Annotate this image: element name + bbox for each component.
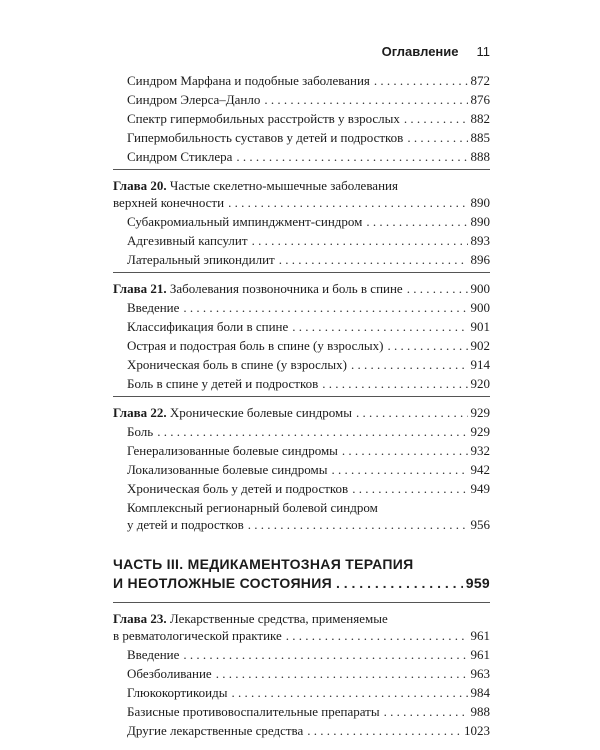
toc-entry-drugs-introduction[interactable] [113, 646, 490, 663]
dot-leader [356, 404, 468, 421]
chapter-title: Заболевания позвоночника и боль в спине [169, 281, 403, 296]
toc-entry-page: 942 [470, 462, 490, 477]
dot-leader [307, 722, 461, 739]
dot-leader [236, 148, 467, 165]
toc-entry-page: 932 [470, 443, 490, 458]
toc-entry-label: Обезболивание [127, 666, 212, 681]
toc-entry-label: Острая и подострая боль в спине (у взрослых) [127, 338, 384, 353]
toc-entry-label: Хроническая боль в спине (у взрослых) [127, 357, 347, 372]
toc-entry-generalized-pain[interactable] [113, 442, 490, 459]
toc-entry-page: 888 [470, 149, 490, 164]
chapter-title: Хронические болевые синдромы [169, 405, 352, 420]
toc-entry-lateral-epicondylitis[interactable] [113, 251, 490, 268]
toc-entry-acute-back-pain[interactable] [113, 337, 490, 354]
chapter-title-line2: верхней конечности [113, 195, 225, 210]
toc-entry-pain[interactable] [113, 423, 490, 440]
toc-entry-page: 961 [470, 647, 490, 662]
dot-leader [332, 461, 468, 478]
toc-entry-label-line2: у детей и подростков [127, 517, 244, 532]
toc-entry-page: 896 [470, 252, 490, 267]
dot-leader [228, 194, 467, 211]
dot-leader [216, 665, 468, 682]
toc-entry-complex-regional-pain[interactable] [113, 499, 490, 533]
running-header-page-number: 11 [476, 44, 490, 59]
toc-entry-label: Генерализованные болевые синдромы [127, 443, 338, 458]
part-title-line1: ЧАСТЬ III. МЕДИКАМЕНТОЗНАЯ ТЕРАПИЯ [113, 556, 414, 572]
toc-entry-subacromial-impingement[interactable] [113, 213, 490, 230]
toc-entry-glucocorticoids[interactable] [113, 684, 490, 701]
toc-chapter-21[interactable] [113, 280, 490, 297]
dot-leader [248, 516, 468, 533]
toc-entry-introduction[interactable] [113, 299, 490, 316]
toc-chapter-20[interactable] [113, 177, 490, 211]
toc-entry-hypermobility-spectrum[interactable] [113, 110, 490, 127]
toc-entry-page: 882 [470, 111, 490, 126]
table-of-contents [113, 72, 490, 741]
toc-entry-joint-hypermobility-children[interactable] [113, 129, 490, 146]
dot-leader [286, 627, 468, 644]
dot-leader [231, 684, 467, 701]
dot-leader [352, 480, 467, 497]
toc-entry-label: Другие лекарственные средства [127, 723, 304, 738]
chapter-number: Глава 23. [113, 611, 167, 626]
toc-entry-chronic-back-pain[interactable] [113, 356, 490, 373]
dot-leader [342, 442, 468, 459]
toc-entry-page: 929 [470, 405, 490, 420]
dot-leader [157, 423, 467, 440]
toc-entry-label: Введение [127, 647, 180, 662]
toc-entry-page: 984 [470, 685, 490, 700]
toc-entry-page: 988 [470, 704, 490, 719]
section-divider [113, 602, 490, 603]
toc-chapter-22[interactable] [113, 404, 490, 421]
toc-entry-back-pain-children[interactable] [113, 375, 490, 392]
toc-entry-label: Субакромиальный импинджмент-синдром [127, 214, 363, 229]
dot-leader [388, 337, 468, 354]
toc-entry-label: Локализованные болевые синдромы [127, 462, 328, 477]
toc-entry-page: 872 [470, 73, 490, 88]
dot-leader [407, 280, 468, 297]
chapter-title-line1: Частые скелетно-мышечные заболевания [169, 178, 398, 193]
toc-entry-label: Спектр гипермобильных расстройств у взрослых [127, 111, 400, 126]
toc-entry-back-pain-classification[interactable] [113, 318, 490, 335]
toc-entry-dmards[interactable] [113, 703, 490, 720]
toc-entry-marfan[interactable] [113, 72, 490, 89]
dot-leader [404, 110, 468, 127]
toc-entry-label: Латеральный эпикондилит [127, 252, 275, 267]
toc-entry-analgesia[interactable] [113, 665, 490, 682]
section-divider [113, 169, 490, 170]
chapter-title-line1: Лекарственные средства, применяемые [169, 611, 388, 626]
toc-entry-stickler[interactable] [113, 148, 490, 165]
dot-leader [252, 232, 468, 249]
toc-entry-page: 900 [470, 281, 490, 296]
toc-entry-page: 914 [470, 357, 490, 372]
toc-entry-page: 949 [470, 481, 490, 496]
toc-entry-label: Синдром Стиклера [127, 149, 233, 164]
toc-entry-label: Адгезивный капсулит [127, 233, 248, 248]
toc-entry-page: 890 [470, 195, 490, 210]
section-divider [113, 396, 490, 397]
dot-leader [384, 703, 468, 720]
dot-leader [183, 299, 467, 316]
chapter-number: Глава 22. [113, 405, 167, 420]
dot-leader [407, 129, 467, 146]
dot-leader [374, 72, 468, 89]
running-header-title: Оглавление [381, 44, 459, 59]
toc-entry-label: Глюкокортикоиды [127, 685, 228, 700]
toc-entry-page: 893 [470, 233, 490, 248]
toc-entry-page: 902 [470, 338, 490, 353]
toc-entry-chronic-pain-children[interactable] [113, 480, 490, 497]
toc-entry-page: 920 [470, 376, 490, 391]
toc-entry-page: 963 [470, 666, 490, 681]
toc-entry-page: 959 [465, 575, 490, 591]
toc-entry-page: 929 [470, 424, 490, 439]
toc-entry-page: 901 [470, 319, 490, 334]
dot-leader [322, 375, 467, 392]
toc-entry-label: Боль [127, 424, 154, 439]
dot-leader [351, 356, 468, 373]
toc-entry-label: Боль в спине у детей и подростков [127, 376, 319, 391]
toc-entry-page: 900 [470, 300, 490, 315]
toc-entry-other-drugs[interactable] [113, 722, 490, 739]
chapter-number: Глава 20. [113, 178, 167, 193]
toc-entry-page: 961 [470, 628, 490, 643]
toc-entry-page: 876 [470, 92, 490, 107]
running-header [382, 44, 490, 59]
toc-entry-page: 1023 [464, 723, 490, 738]
section-divider [113, 272, 490, 273]
toc-entry-page: 956 [470, 517, 490, 532]
dot-leader [292, 318, 467, 335]
part-title-line2: И НЕОТЛОЖНЫЕ СОСТОЯНИЯ [113, 575, 332, 591]
toc-entry-localized-pain[interactable] [113, 461, 490, 478]
toc-entry-label: Синдром Марфана и подобные заболевания [127, 73, 370, 88]
toc-chapter-23[interactable] [113, 610, 490, 644]
dot-leader [336, 574, 463, 593]
chapter-title-line2: в ревматологической практике [113, 628, 282, 643]
dot-leader [183, 646, 467, 663]
toc-entry-ehlers-danlos[interactable] [113, 91, 490, 108]
toc-entry-label: Синдром Элерса–Данло [127, 92, 261, 107]
toc-entry-adhesive-capsulitis[interactable] [113, 232, 490, 249]
toc-entry-page: 885 [470, 130, 490, 145]
toc-entry-label-line1: Комплексный регионарный болевой синдром [127, 500, 378, 515]
toc-entry-label: Хроническая боль у детей и подростков [127, 481, 349, 496]
chapter-number: Глава 21. [113, 281, 167, 296]
dot-leader [366, 213, 467, 230]
toc-entry-label: Классификация боли в спине [127, 319, 289, 334]
toc-entry-label: Гипермобильность суставов у детей и подростков [127, 130, 404, 145]
toc-entry-page: 890 [470, 214, 490, 229]
dot-leader [279, 251, 468, 268]
toc-part-3[interactable] [113, 555, 490, 593]
toc-entry-label: Базисные противовоспалительные препараты [127, 704, 380, 719]
dot-leader [264, 91, 467, 108]
toc-entry-label: Введение [127, 300, 180, 315]
